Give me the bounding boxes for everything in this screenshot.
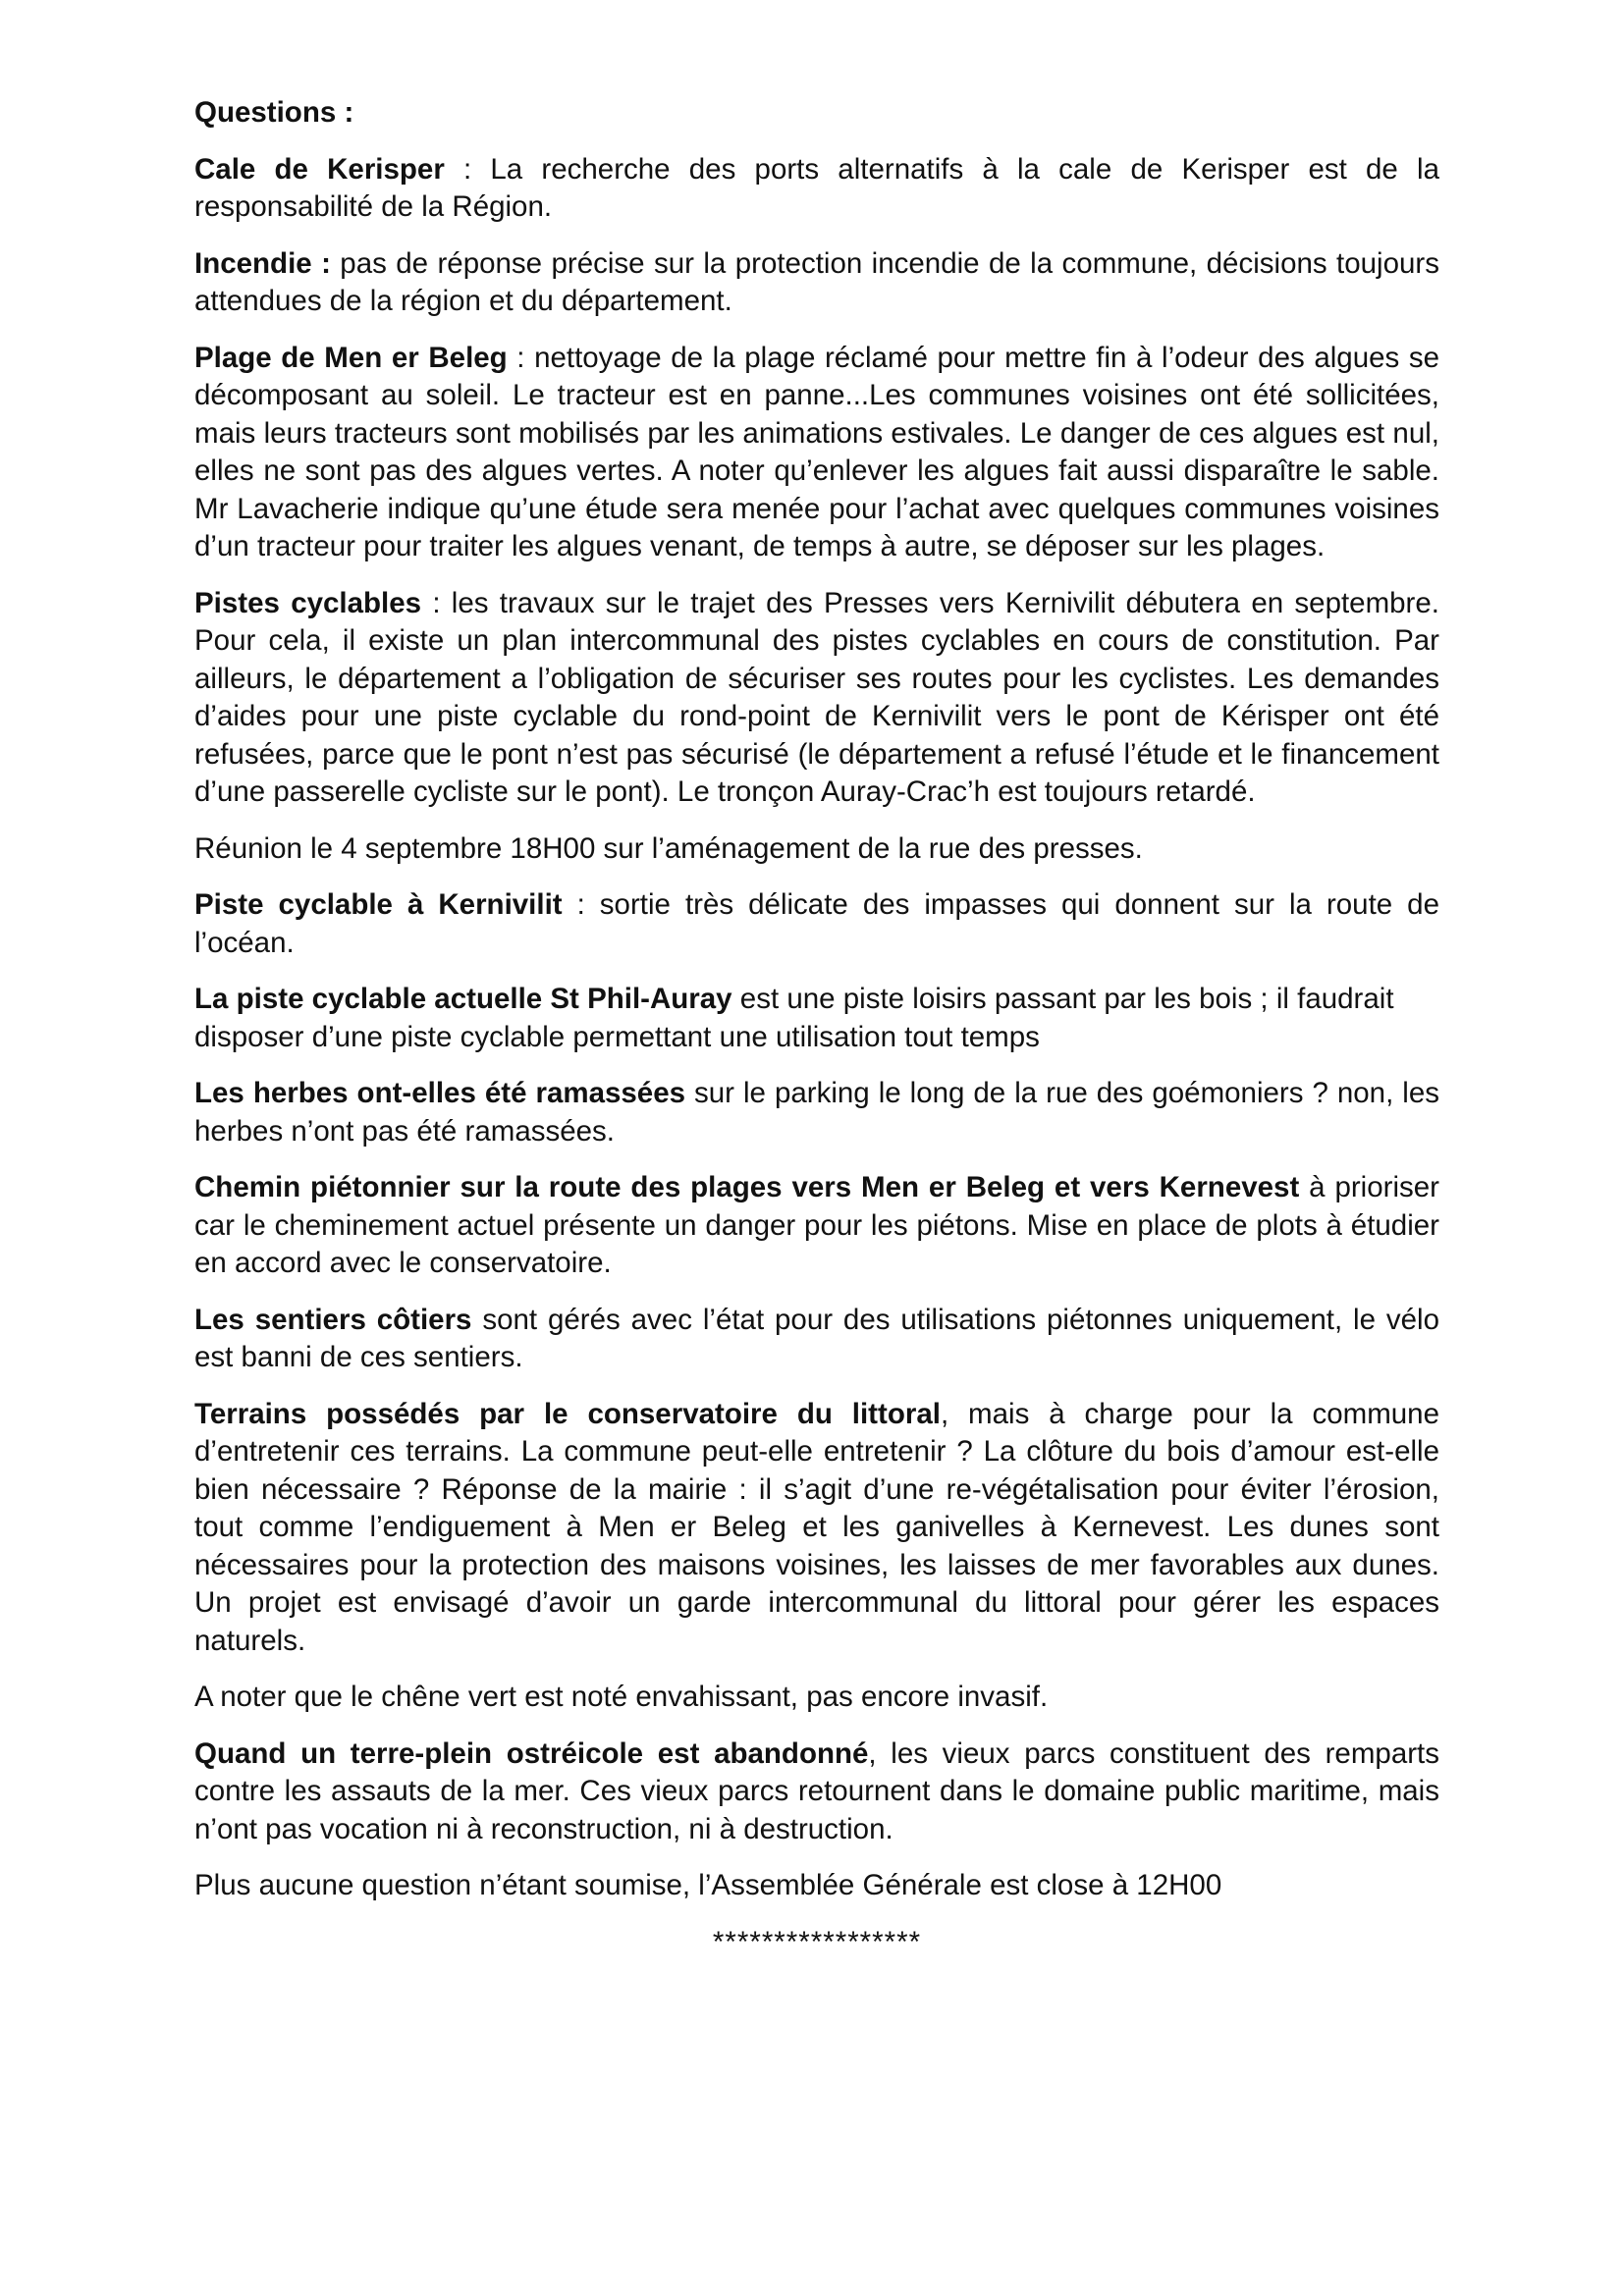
paragraph bbox=[194, 1679, 1439, 1717]
paragraph bbox=[194, 245, 1439, 321]
paragraph bbox=[194, 585, 1439, 812]
paragraph-text: sont gérés avec l’état pour des utilisations piétonnes uniquement, le vélo est banni de ces sentiers. bbox=[194, 1303, 1439, 1373]
paragraph-text: sur le parking le long de la rue des goémoniers ? non, les herbes n’ont pas été ramassées. bbox=[194, 1077, 1439, 1148]
paragraph-topic: Terrains possédés par le conservatoire du littoral bbox=[194, 1397, 941, 1430]
document-page bbox=[194, 94, 1439, 1961]
paragraph bbox=[194, 886, 1439, 962]
paragraph-topic: Piste cyclable à Kernivilit bbox=[194, 888, 563, 921]
paragraph-topic: La piste cyclable actuelle St Phil-Auray bbox=[194, 983, 732, 1015]
paragraph bbox=[194, 1169, 1439, 1283]
end-separator: ***************** bbox=[712, 1925, 922, 1958]
section-heading: Questions : bbox=[194, 96, 354, 129]
paragraph bbox=[194, 1867, 1439, 1905]
paragraph-topic: Les sentiers côtiers bbox=[194, 1303, 472, 1336]
paragraph-topic: Cale de Kerisper bbox=[194, 152, 445, 186]
paragraph-text: : nettoyage de la plage réclamé pour mettre fin à l’odeur des algues se décomposant au soleil. Le tracteur est en panne...Les communes voisines ont été sollicitées, mais leurs tracteurs sont mobilisés par les animations estivales. Le danger de ces algues est nul, elles ne sont pas des algues vertes. A noter qu’enlever les algues fait aussi disparaître le sable. Mr Lavacherie indique qu’une étude sera menée pour l’achat avec quelques communes voisines d’un tracteur pour traiter les algues venant, de temps à autre, se déposer sur les plages. bbox=[194, 341, 1439, 562]
paragraph-text: : La recherche des ports alternatifs à la cale de Kerisper est de la responsabilité de la Région. bbox=[194, 152, 1439, 223]
paragraph bbox=[194, 1302, 1439, 1377]
paragraph-topic: Pistes cyclables bbox=[194, 586, 422, 619]
paragraph bbox=[194, 340, 1439, 566]
paragraph bbox=[194, 981, 1439, 1056]
paragraph-topic: Plage de Men er Beleg bbox=[194, 341, 508, 374]
paragraph-text: , mais à charge pour la commune d’entretenir ces terrains. La commune peut-elle entretenir ? La clôture du bois d’amour est-elle bien nécessaire ? Réponse de la mairie : il s’agit d’une re-végétalisation pour éviter l’érosion, tout comme l’endiguement à Men er Beleg et les ganivelles à Kernevest. Les dunes sont nécessaires pour la protection des maisons voisines, les laisses de mer favorables aux dunes. Un projet est envisagé d’avoir un garde intercommunal du littoral pour gérer les espaces naturels. bbox=[194, 1397, 1439, 1657]
paragraph-text: : sortie très délicate des impasses qui donnent sur la route de l’océan. bbox=[194, 888, 1439, 959]
paragraph-text: : les travaux sur le trajet des Presses vers Kernivilit débutera en septembre. Pour cela, il existe un plan intercommunal des pistes cyclables en cours de constitution. Par ailleurs, le département a l’obligation de sécuriser ses routes pour les cyclistes. Les demandes d’aides pour une piste cyclable du rond-point de Kernivilit vers le pont de Kérisper ont été refusées, parce que le pont n’est pas sécurisé (le département a refusé l’étude et le financement d’une passerelle cycliste sur le pont). Le tronçon Auray-Crac’h est toujours retardé. bbox=[194, 586, 1439, 808]
paragraph bbox=[194, 151, 1439, 227]
paragraph bbox=[194, 1075, 1439, 1150]
paragraph-topic: Les herbes ont-elles été ramassées bbox=[194, 1077, 686, 1109]
paragraph bbox=[194, 1735, 1439, 1849]
paragraph-topic: Incendie : bbox=[194, 246, 331, 280]
paragraph-text: Réunion le 4 septembre 18H00 sur l’aménagement de la rue des presses. bbox=[194, 831, 1143, 865]
paragraph-list bbox=[194, 151, 1439, 1905]
paragraph-topic: Chemin piétonnier sur la route des plages vers Men er Beleg et vers Kernevest bbox=[194, 1171, 1300, 1203]
paragraph-topic: Quand un terre-plein ostréicole est abandonné bbox=[194, 1736, 869, 1770]
paragraph bbox=[194, 1396, 1439, 1661]
paragraph-text: à prioriser car le cheminement actuel présente un danger pour les piétons. Mise en place de plots à étudier en accord avec le conservatoire. bbox=[194, 1171, 1439, 1279]
paragraph-text: Plus aucune question n’étant soumise, l’Assemblée Générale est close à 12H00 bbox=[194, 1869, 1222, 1901]
paragraph-text: A noter que le chêne vert est noté envahissant, pas encore invasif. bbox=[194, 1681, 1049, 1713]
paragraph bbox=[194, 830, 1439, 869]
paragraph-text: pas de réponse précise sur la protection incendie de la commune, décisions toujours attendues de la région et du département. bbox=[194, 246, 1439, 317]
paragraph-text: est une piste loisirs passant par les bois ; il faudrait disposer d’une piste cyclable permettant une utilisation tout temps bbox=[194, 983, 1394, 1053]
paragraph-text: , les vieux parcs constituent des remparts contre les assauts de la mer. Ces vieux parcs retournent dans le domaine public maritime, mais n’ont pas vocation ni à reconstruction, ni à destruction. bbox=[194, 1736, 1439, 1845]
